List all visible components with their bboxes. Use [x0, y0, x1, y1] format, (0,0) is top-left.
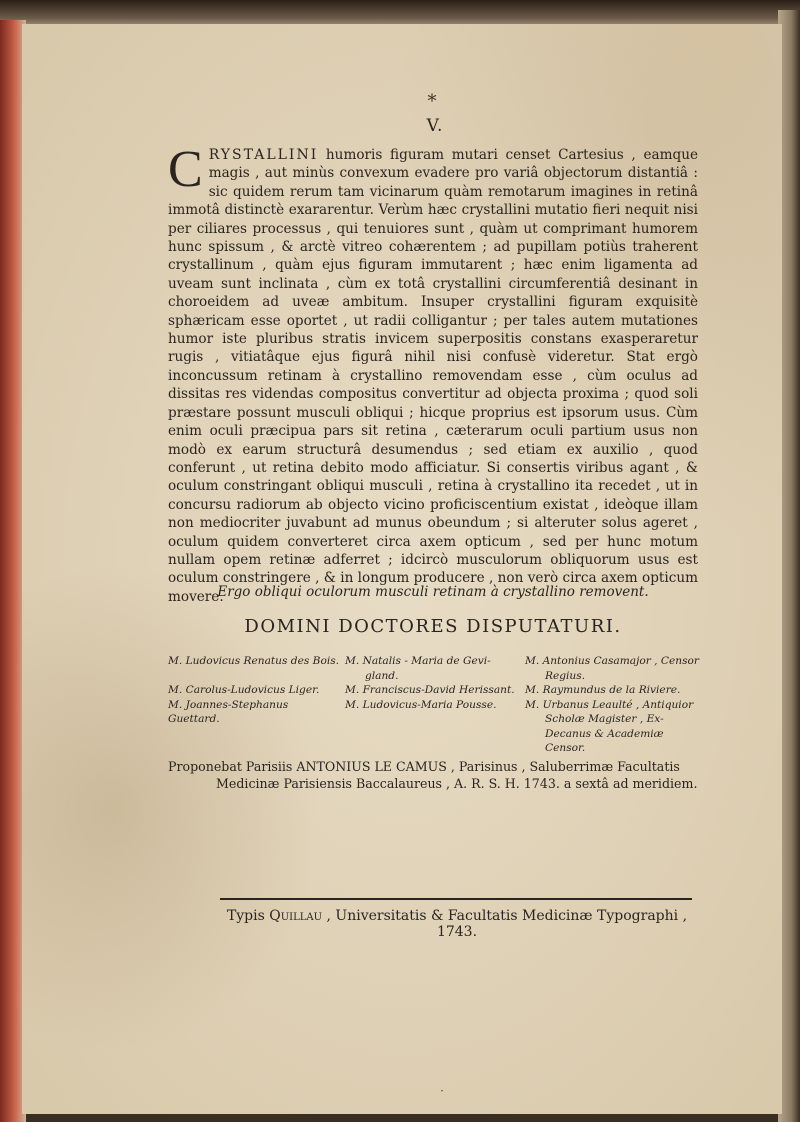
disputants-heading: DOMINI DOCTORES DISPUTATURI.: [244, 616, 622, 637]
divider-rule: [220, 898, 692, 900]
list-item: M. Ludovicus-Maria Pousse.: [345, 698, 497, 711]
drop-cap: C: [168, 141, 203, 198]
folio-mark: *: [427, 91, 437, 112]
conclusion-line: Ergo obliqui oculorum musculi retinam à crystallino removent.: [217, 584, 649, 600]
list-item: M. Ludovicus Renatus des Bois.: [168, 655, 340, 667]
printer-imprint: [212, 908, 702, 940]
proponebat-line: Medicinæ Parisiensis Baccalaureus , A. R. S. H. 1743. a sextâ ad meridiem.: [216, 776, 698, 791]
proponebat-statement: [168, 758, 698, 792]
imprint-printer: Quillau: [269, 908, 323, 924]
list-item: M. Franciscus-David Herissant.: [345, 684, 515, 696]
imprint-prefix: Typis: [226, 908, 270, 924]
section-numeral: V.: [426, 116, 444, 136]
body-text: humoris figuram mutari censet Cartesius , eamque magis , aut minùs convexum evadere pro variâ objectorum distantiâ : sic quidem rerum tam vicinarum quàm remotarum imagines in retinâ immotâ distinctè exararentur. Verùm hæc crystallini mutatio fieri nequit nisi per ciliares processus , qui tenuiores sunt , quàm ut comprimant humorem hunc spissum , & arctè vitreo cohærentem ; ad pupillam potiùs traherent crystallinum , quàm ejus figuram immutarent ; hæc enim ligamenta ad uveam sunt inclinata , cùm ex totâ crystallini circumferentiâ desinant in choroeidem ad uveæ ambitum. Insuper crystallini figuram exquisitè sphæricam esse oportet , ut radii colligantur ; per tales autem mutationes humor iste pluribus stratis invicem superpositis constans exasperaretur rugis , vitiatâque ejus figurâ nihil nisi confusè videretur. Stat ergò inconcussum retinam à crystallino removendam esse , cùm oculus ad dissitas res videndas compositus convertitur ad objecta proxima ; quod soli præstare possunt musculi obliqui ; hicque proprius est ipsorum usus. Cùm enim oculi præcipua pars sit retina , cæterarum oculi partium usus non modò ex earum structurâ desumendus ; sed etiam ex auxilio , quod conferunt , ut retina debito modo afficiatur. Si consertis viribus agant , & oculum constringant obliqui musculi , retina à crystallino ita recedet , ut in concursu radiorum ab objecto vicino proficiscentium existat , ideòque illam non mediocriter juvabunt ad munus obeundum ; si alteruter solus ageret , oculum quidem converteret circa axem opticum , sed per hunc motum nullam opem retinæ adferret ; idcircò musculorum obliquorum usus est oculum constringere , & in longum producere , non verò circa axem opticum movere.: [168, 147, 698, 605]
list-item: M. Antonius Casamajor , Censor Regius.: [525, 655, 699, 682]
disputants-list: [168, 654, 708, 756]
page-dot-mark: ·: [440, 1084, 444, 1098]
imprint-rest: , Universitatis & Facultatis Medicinæ Typographi , 1743.: [322, 908, 688, 940]
document-page: [22, 24, 782, 1114]
list-item: M. Joannes-Stephanus Guettard.: [168, 698, 289, 725]
list-item: M. Urbanus Leaulté , Antiquior Scholæ Magister , Ex-Decanus & Academiæ Censor.: [525, 698, 694, 754]
list-item: M. Natalis - Maria de Gevi- gland.: [345, 655, 491, 682]
list-item: M. Carolus-Ludovicus Liger.: [168, 684, 320, 696]
proponebat-line: Proponebat Parisiis ANTONIUS LE CAMUS , Parisinus , Saluberrimæ Facultatis: [168, 759, 680, 774]
list-item: M. Raymundus de la Riviere.: [525, 684, 681, 696]
thesis-paragraph: [168, 141, 698, 606]
lead-word: RYSTALLINI: [208, 147, 319, 163]
